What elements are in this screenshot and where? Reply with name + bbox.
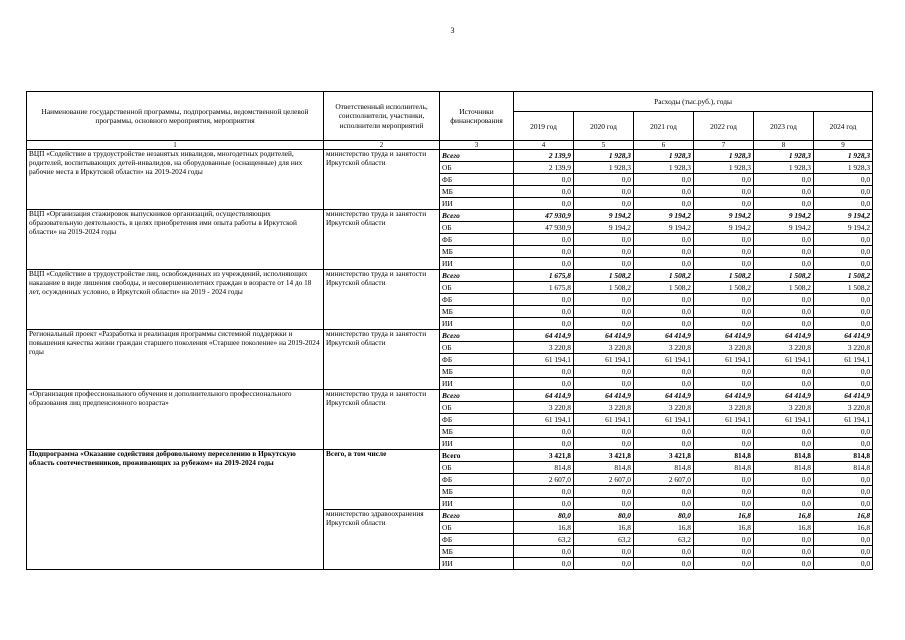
- expense-value: 3 421,8: [514, 450, 574, 462]
- expense-value: 64 414,9: [814, 330, 873, 342]
- expense-value: 0,0: [574, 174, 634, 186]
- expense-value: 0,0: [754, 474, 814, 486]
- funding-source: Всего: [440, 210, 514, 222]
- program-name: «Организация профессионального обучения и дополнительного профессионального образования лиц предпенсионного возраста»: [27, 390, 324, 450]
- expense-value: 0,0: [514, 558, 574, 570]
- column-number: 4: [514, 141, 574, 150]
- funding-source: МБ: [440, 306, 514, 318]
- executor: министерство труда и занятости Иркутской области: [324, 270, 440, 330]
- expense-value: 0,0: [814, 306, 873, 318]
- column-number: 5: [574, 141, 634, 150]
- expense-value: 9 194,2: [694, 222, 754, 234]
- expense-value: 61 194,1: [514, 414, 574, 426]
- expense-value: 0,0: [814, 474, 873, 486]
- expense-value: 0,0: [814, 366, 873, 378]
- expense-value: 0,0: [634, 198, 694, 210]
- expense-value: 3 421,8: [574, 450, 634, 462]
- expense-value: 0,0: [754, 546, 814, 558]
- expense-value: 0,0: [574, 366, 634, 378]
- expense-value: 0,0: [694, 174, 754, 186]
- expense-value: 0,0: [814, 426, 873, 438]
- expense-value: 0,0: [574, 234, 634, 246]
- table-header: [27, 92, 873, 150]
- expense-value: 0,0: [814, 186, 873, 198]
- program-name: ВЦП «Содействие в трудоустройстве незанятых инвалидов, многодетных родителей, родителей, воспитывающих детей-инвалидов, на оборудованные (оснащенные) для них рабочие места в Иркутской области» на 2019-2024 годы: [27, 150, 324, 210]
- header-year: 2019 год: [514, 112, 574, 141]
- expense-value: 0,0: [754, 174, 814, 186]
- expense-value: 0,0: [574, 486, 634, 498]
- expense-value: 0,0: [574, 306, 634, 318]
- expense-value: 64 414,9: [694, 330, 754, 342]
- expense-value: 0,0: [814, 234, 873, 246]
- expense-value: 1 928,3: [814, 162, 873, 174]
- expense-value: 0,0: [514, 486, 574, 498]
- expense-value: 61 194,1: [634, 414, 694, 426]
- expense-value: 61 194,1: [754, 414, 814, 426]
- expense-value: 1 928,3: [694, 162, 754, 174]
- expense-value: 0,0: [574, 498, 634, 510]
- expense-value: 61 194,1: [814, 354, 873, 366]
- expense-value: 80,0: [514, 510, 574, 522]
- expense-value: 0,0: [754, 366, 814, 378]
- expense-value: 0,0: [754, 498, 814, 510]
- expense-value: 3 220,8: [514, 402, 574, 414]
- budget-table: [26, 91, 873, 570]
- expense-value: 814,8: [694, 450, 754, 462]
- expense-value: 1 508,2: [574, 282, 634, 294]
- expense-value: 0,0: [514, 234, 574, 246]
- funding-source: МБ: [440, 366, 514, 378]
- expense-value: 1 508,2: [634, 282, 694, 294]
- column-number: 1: [27, 141, 324, 150]
- expense-value: 3 220,8: [634, 402, 694, 414]
- funding-source: ИИ: [440, 438, 514, 450]
- funding-source: ОБ: [440, 342, 514, 354]
- expense-value: 0,0: [634, 186, 694, 198]
- expense-value: 0,0: [514, 498, 574, 510]
- program-name: ВЦП «Организация стажировок выпускников организаций, осуществляющих образовательную деятельность, в целях приобретения ими опыта работы в Иркутской области» на 2019-2024 годы: [27, 210, 324, 270]
- expense-value: 1 508,2: [694, 282, 754, 294]
- expense-value: 0,0: [634, 426, 694, 438]
- expense-value: 0,0: [694, 294, 754, 306]
- table-row: [27, 390, 873, 402]
- expense-value: 2 139,9: [514, 150, 574, 162]
- expense-value: 0,0: [694, 438, 754, 450]
- expense-value: 814,8: [694, 462, 754, 474]
- expense-value: 0,0: [754, 234, 814, 246]
- expense-value: 0,0: [754, 534, 814, 546]
- funding-source: ФБ: [440, 234, 514, 246]
- funding-source: ОБ: [440, 162, 514, 174]
- expense-value: 0,0: [574, 558, 634, 570]
- program-name: ВЦП «Содействие в трудоустройстве лиц, освобожденных из учреждений, исполняющих наказание в виде лишения свободы, и несовершеннолетних граждан в возрасте от 14 до 18 лет, осужденных условно, в Иркутской области» на 2019 - 2024 годы: [27, 270, 324, 330]
- expense-value: 61 194,1: [514, 354, 574, 366]
- expense-value: 9 194,2: [634, 222, 694, 234]
- funding-source: МБ: [440, 186, 514, 198]
- header-year: 2022 год: [694, 112, 754, 141]
- expense-value: 0,0: [754, 186, 814, 198]
- column-number: 6: [634, 141, 694, 150]
- expense-value: 1 928,3: [814, 150, 873, 162]
- expense-value: 0,0: [694, 234, 754, 246]
- expense-value: 3 220,8: [754, 402, 814, 414]
- expense-value: 64 414,9: [754, 330, 814, 342]
- expense-value: 63,2: [634, 534, 694, 546]
- expense-value: 0,0: [634, 246, 694, 258]
- expense-value: 1 508,2: [754, 270, 814, 282]
- header-year: 2020 год: [574, 112, 634, 141]
- expense-value: 0,0: [634, 438, 694, 450]
- expense-value: 0,0: [574, 246, 634, 258]
- expense-value: 64 414,9: [634, 390, 694, 402]
- expense-value: 16,8: [754, 522, 814, 534]
- funding-source: МБ: [440, 486, 514, 498]
- expense-value: 61 194,1: [634, 354, 694, 366]
- executor: министерство труда и занятости Иркутской области: [324, 210, 440, 270]
- expense-value: 2 607,0: [574, 474, 634, 486]
- funding-source: ОБ: [440, 402, 514, 414]
- expense-value: 0,0: [754, 318, 814, 330]
- expense-value: 0,0: [754, 294, 814, 306]
- expense-value: 16,8: [694, 510, 754, 522]
- expense-value: 9 194,2: [634, 210, 694, 222]
- expense-value: 3 421,8: [634, 450, 694, 462]
- executor: Всего, в том числе: [324, 450, 440, 510]
- header-year: 2023 год: [754, 112, 814, 141]
- expense-value: 0,0: [634, 558, 694, 570]
- expense-value: 0,0: [694, 318, 754, 330]
- expense-value: 0,0: [694, 186, 754, 198]
- executor: министерство здравоохранения Иркутской области: [324, 510, 440, 570]
- expense-value: 63,2: [574, 534, 634, 546]
- funding-source: ФБ: [440, 474, 514, 486]
- page-number: 3: [450, 26, 455, 35]
- expense-value: 3 220,8: [814, 402, 873, 414]
- expense-value: 9 194,2: [754, 222, 814, 234]
- expense-value: 0,0: [634, 366, 694, 378]
- expense-value: 0,0: [574, 426, 634, 438]
- column-number: 2: [324, 141, 440, 150]
- table-row: [27, 270, 873, 282]
- expense-value: 1 675,8: [514, 282, 574, 294]
- funding-source: ИИ: [440, 558, 514, 570]
- column-number: 3: [440, 141, 514, 150]
- expense-value: 61 194,1: [694, 354, 754, 366]
- expense-value: 0,0: [814, 558, 873, 570]
- funding-source: ИИ: [440, 318, 514, 330]
- expense-value: 64 414,9: [754, 390, 814, 402]
- funding-source: МБ: [440, 246, 514, 258]
- expense-value: 16,8: [634, 522, 694, 534]
- header-expenses: Расходы (тыс.руб.), годы: [514, 92, 873, 112]
- expense-value: 3 220,8: [694, 342, 754, 354]
- expense-value: 2 139,9: [514, 162, 574, 174]
- executor: министерство труда и занятости Иркутской области: [324, 330, 440, 390]
- expense-value: 0,0: [814, 486, 873, 498]
- expense-value: 9 194,2: [574, 210, 634, 222]
- header-program-name: Наименование государственной программы, подпрограммы, ведомственной целевой программы, основного мероприятия, мероприятия: [27, 92, 324, 141]
- expense-value: 0,0: [574, 438, 634, 450]
- expense-value: 64 414,9: [514, 330, 574, 342]
- expense-value: 0,0: [694, 366, 754, 378]
- header-funding-source: Источники финансирования: [440, 92, 514, 141]
- expense-value: 2 607,0: [634, 474, 694, 486]
- expense-value: 0,0: [754, 306, 814, 318]
- expense-value: 0,0: [814, 534, 873, 546]
- expense-value: 0,0: [694, 378, 754, 390]
- expense-value: 2 607,0: [514, 474, 574, 486]
- expense-value: 0,0: [514, 306, 574, 318]
- header-year: 2021 год: [634, 112, 694, 141]
- expense-value: 0,0: [754, 426, 814, 438]
- expense-value: 0,0: [634, 174, 694, 186]
- funding-source: ОБ: [440, 282, 514, 294]
- expense-value: 16,8: [514, 522, 574, 534]
- funding-source: ИИ: [440, 258, 514, 270]
- funding-source: ИИ: [440, 498, 514, 510]
- funding-source: Всего: [440, 390, 514, 402]
- funding-source: ОБ: [440, 462, 514, 474]
- expense-value: 814,8: [754, 450, 814, 462]
- executor: министерство труда и занятости Иркутской области: [324, 390, 440, 450]
- expense-value: 47 930,9: [514, 222, 574, 234]
- expense-value: 64 414,9: [574, 330, 634, 342]
- expense-value: 1 928,3: [574, 162, 634, 174]
- funding-source: ФБ: [440, 174, 514, 186]
- funding-source: Всего: [440, 330, 514, 342]
- expense-value: 3 220,8: [634, 342, 694, 354]
- expense-value: 814,8: [814, 462, 873, 474]
- expense-value: 814,8: [574, 462, 634, 474]
- funding-source: Всего: [440, 270, 514, 282]
- funding-source: Всего: [440, 510, 514, 522]
- expense-value: 3 220,8: [754, 342, 814, 354]
- table-row: [27, 450, 873, 462]
- expense-value: 0,0: [634, 258, 694, 270]
- expense-value: 0,0: [694, 474, 754, 486]
- expense-value: 0,0: [514, 426, 574, 438]
- funding-source: ФБ: [440, 534, 514, 546]
- expense-value: 0,0: [574, 378, 634, 390]
- funding-source: ФБ: [440, 294, 514, 306]
- expense-value: 0,0: [634, 318, 694, 330]
- expense-value: 16,8: [694, 522, 754, 534]
- expense-value: 0,0: [514, 198, 574, 210]
- expense-value: 0,0: [514, 378, 574, 390]
- expense-value: 9 194,2: [754, 210, 814, 222]
- expense-value: 0,0: [814, 318, 873, 330]
- expense-value: 0,0: [514, 366, 574, 378]
- expense-value: 3 220,8: [574, 342, 634, 354]
- expense-value: 0,0: [694, 558, 754, 570]
- expense-value: 80,0: [574, 510, 634, 522]
- expense-value: 0,0: [634, 498, 694, 510]
- expense-value: 0,0: [634, 486, 694, 498]
- expense-value: 64 414,9: [694, 390, 754, 402]
- funding-source: ФБ: [440, 414, 514, 426]
- expense-value: 0,0: [574, 546, 634, 558]
- expense-value: 0,0: [514, 294, 574, 306]
- expense-value: 0,0: [694, 546, 754, 558]
- expense-value: 0,0: [814, 258, 873, 270]
- funding-source: ИИ: [440, 378, 514, 390]
- expense-value: 9 194,2: [574, 222, 634, 234]
- expense-value: 814,8: [814, 450, 873, 462]
- expense-value: 0,0: [814, 174, 873, 186]
- funding-source: МБ: [440, 426, 514, 438]
- expense-value: 0,0: [814, 246, 873, 258]
- expense-value: 9 194,2: [694, 210, 754, 222]
- expense-value: 1 675,8: [514, 270, 574, 282]
- column-number: 7: [694, 141, 754, 150]
- expense-value: 1 928,3: [694, 150, 754, 162]
- expense-value: 0,0: [814, 546, 873, 558]
- column-number: 9: [814, 141, 873, 150]
- expense-value: 61 194,1: [574, 414, 634, 426]
- expense-value: 0,0: [814, 198, 873, 210]
- expense-value: 814,8: [514, 462, 574, 474]
- expense-value: 61 194,1: [694, 414, 754, 426]
- expense-value: 61 194,1: [754, 354, 814, 366]
- expense-value: 0,0: [634, 378, 694, 390]
- expense-value: 0,0: [634, 294, 694, 306]
- expense-value: 0,0: [694, 498, 754, 510]
- expense-value: 3 220,8: [694, 402, 754, 414]
- table-row: [27, 210, 873, 222]
- expense-value: 0,0: [694, 246, 754, 258]
- expense-value: 0,0: [514, 318, 574, 330]
- expense-value: 9 194,2: [814, 210, 873, 222]
- funding-source: МБ: [440, 546, 514, 558]
- expense-value: 0,0: [574, 294, 634, 306]
- expense-value: 64 414,9: [634, 330, 694, 342]
- expense-value: 1 508,2: [634, 270, 694, 282]
- funding-source: ОБ: [440, 522, 514, 534]
- expense-value: 0,0: [754, 438, 814, 450]
- expense-value: 0,0: [814, 438, 873, 450]
- budget-table-wrapper: [26, 91, 873, 570]
- program-name: Подпрограмма «Оказание содействия добровольному переселению в Иркутскую область соотечественников, проживающих за рубежом» на 2019-2024 годы: [27, 450, 324, 570]
- expense-value: 1 508,2: [754, 282, 814, 294]
- funding-source: ФБ: [440, 354, 514, 366]
- expense-value: 61 194,1: [814, 414, 873, 426]
- expense-value: 9 194,2: [814, 222, 873, 234]
- expense-value: 0,0: [514, 186, 574, 198]
- expense-value: 0,0: [574, 186, 634, 198]
- expense-value: 0,0: [634, 306, 694, 318]
- funding-source: ОБ: [440, 222, 514, 234]
- expense-value: 0,0: [754, 378, 814, 390]
- expense-value: 0,0: [814, 498, 873, 510]
- expense-value: 1 928,3: [634, 162, 694, 174]
- header-executor: Ответственный исполнитель, соисполнители, участники, исполнители мероприятий: [324, 92, 440, 141]
- expense-value: 3 220,8: [814, 342, 873, 354]
- expense-value: 47 930,9: [514, 210, 574, 222]
- expense-value: 1 508,2: [694, 270, 754, 282]
- expense-value: 0,0: [514, 246, 574, 258]
- expense-value: 0,0: [754, 258, 814, 270]
- table-body: [27, 150, 873, 570]
- expense-value: 0,0: [694, 258, 754, 270]
- expense-value: 0,0: [634, 546, 694, 558]
- expense-value: 0,0: [514, 258, 574, 270]
- table-row: [27, 330, 873, 342]
- expense-value: 16,8: [814, 510, 873, 522]
- expense-value: 0,0: [694, 486, 754, 498]
- expense-value: 63,2: [514, 534, 574, 546]
- program-name: Региональный проект «Разработка и реализация программы системной поддержки и повышения качества жизни граждан старшего поколения «Старшее поколение» на 2019-2024 годы: [27, 330, 324, 390]
- expense-value: 0,0: [694, 306, 754, 318]
- expense-value: 16,8: [574, 522, 634, 534]
- expense-value: 3 220,8: [514, 342, 574, 354]
- expense-value: 0,0: [814, 294, 873, 306]
- expense-value: 64 414,9: [514, 390, 574, 402]
- expense-value: 1 928,3: [754, 162, 814, 174]
- expense-value: 0,0: [514, 174, 574, 186]
- expense-value: 64 414,9: [574, 390, 634, 402]
- expense-value: 1 928,3: [754, 150, 814, 162]
- column-number: 8: [754, 141, 814, 150]
- expense-value: 0,0: [634, 234, 694, 246]
- expense-value: 0,0: [754, 558, 814, 570]
- expense-value: 1 508,2: [814, 270, 873, 282]
- expense-value: 61 194,1: [574, 354, 634, 366]
- expense-value: 16,8: [754, 510, 814, 522]
- expense-value: 0,0: [574, 258, 634, 270]
- expense-value: 1 928,3: [634, 150, 694, 162]
- expense-value: 0,0: [574, 198, 634, 210]
- executor: министерство труда и занятости Иркутской области: [324, 150, 440, 210]
- expense-value: 0,0: [754, 486, 814, 498]
- expense-value: 0,0: [694, 534, 754, 546]
- expense-value: 0,0: [754, 246, 814, 258]
- expense-value: 16,8: [814, 522, 873, 534]
- expense-value: 0,0: [754, 198, 814, 210]
- expense-value: 814,8: [634, 462, 694, 474]
- funding-source: ИИ: [440, 198, 514, 210]
- expense-value: 64 414,9: [814, 390, 873, 402]
- expense-value: 0,0: [514, 546, 574, 558]
- expense-value: 0,0: [514, 438, 574, 450]
- expense-value: 1 508,2: [574, 270, 634, 282]
- expense-value: 80,0: [634, 510, 694, 522]
- expense-value: 1 928,3: [574, 150, 634, 162]
- expense-value: 0,0: [694, 426, 754, 438]
- funding-source: Всего: [440, 450, 514, 462]
- expense-value: 814,8: [754, 462, 814, 474]
- funding-source: Всего: [440, 150, 514, 162]
- expense-value: 0,0: [814, 378, 873, 390]
- expense-value: 3 220,8: [574, 402, 634, 414]
- expense-value: 0,0: [574, 318, 634, 330]
- expense-value: 1 508,2: [814, 282, 873, 294]
- header-year: 2024 год: [814, 112, 873, 141]
- expense-value: 0,0: [694, 198, 754, 210]
- table-row: [27, 150, 873, 162]
